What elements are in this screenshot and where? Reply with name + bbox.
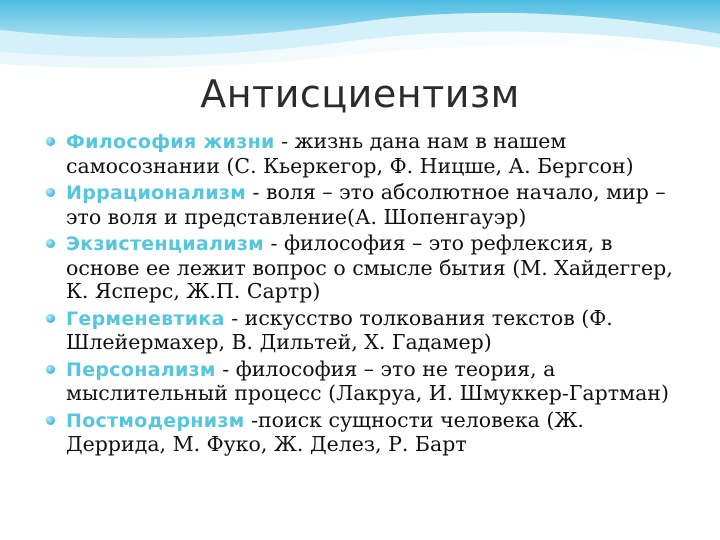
description: - жизнь дана нам в нашем самосознании (С. Кьеркегор, Ф. Ницше, А. Бергсон) [66, 129, 634, 178]
term: Экзистенциализм [66, 233, 264, 255]
term: Герменевтика [66, 307, 225, 330]
definition-list [42, 130, 682, 460]
bullet-icon [46, 416, 55, 425]
term: Постмодернизм [66, 409, 245, 432]
list-item [42, 358, 682, 406]
list-item [42, 181, 682, 229]
bullet-icon [46, 365, 55, 374]
description: -поиск сущности человека (Ж. Деррида, М. Фуко, Ж. Делез, Р. Барт [66, 407, 584, 456]
bullet-icon [46, 137, 55, 146]
list-item [42, 130, 682, 178]
slide-title: Антисциентизм [200, 72, 520, 116]
list-item [42, 307, 682, 355]
term: Философия жизни [66, 131, 275, 153]
term: Иррационализм [66, 182, 247, 204]
bullet-icon [46, 188, 55, 197]
list-item [42, 232, 682, 304]
bullet-icon [46, 239, 55, 248]
description: - философия – это не теория, а мыслительный процесс (Лакруа, И. Шмуккер-Гартман) [66, 356, 669, 405]
description: - философия – это рефлексия, в основе ее лежит вопрос о смысле бытия (М. Хайдеггер, К. Ясперс, Ж.П. Сартр) [66, 231, 673, 303]
bullet-icon [46, 314, 55, 323]
list-item [42, 409, 682, 457]
description: - искусство толкования текстов (Ф. Шлейермахер, В. Дильтей, Х. Гадамер) [66, 305, 613, 354]
term: Персонализм [66, 358, 216, 381]
description: - воля – это абсолютное начало, мир – это воля и представление(А. Шопенгауэр) [66, 180, 666, 229]
